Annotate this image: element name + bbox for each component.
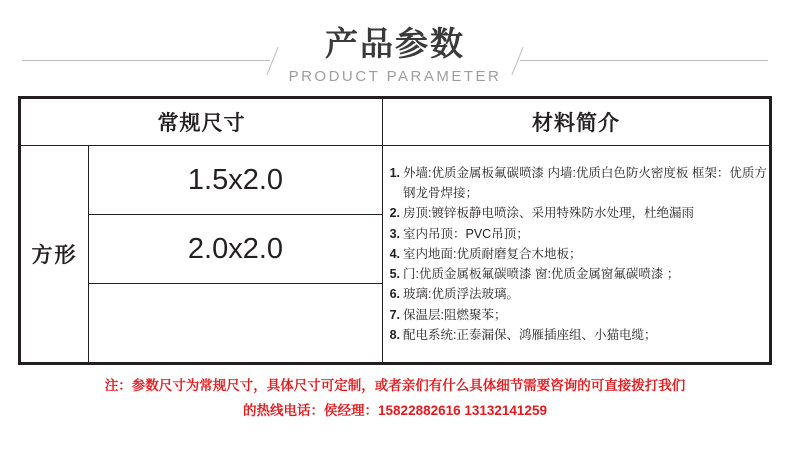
note-text <box>22 374 768 424</box>
list-item-text: 外墙:优质金属板氟碳喷漆 内墙:优质白色防火密度板 框架：优质方钢龙骨焊接； <box>403 165 767 201</box>
list-item <box>383 325 769 345</box>
shape-label: 方形 <box>21 146 89 363</box>
material-description <box>383 146 770 363</box>
note-line-2: 的热线电话：侯经理：15822882616 13132141259 <box>243 402 547 418</box>
header-slash-right-icon <box>511 47 523 75</box>
list-item <box>383 284 769 304</box>
table-header-row <box>21 99 770 146</box>
list-item-text: 门:优质金属板氟碳喷漆 窗:优质金属窗氟碳喷漆 ； <box>403 267 680 282</box>
list-item-number: 6. <box>389 287 400 302</box>
list-item-number: 2. <box>389 206 400 221</box>
list-item-text: 保温层:阻燃聚苯； <box>403 307 507 322</box>
list-item-number: 3. <box>389 226 400 241</box>
column-header-material: 材料简介 <box>383 99 770 146</box>
list-item <box>383 305 769 325</box>
size-value-2: 2.0x2.0 <box>89 215 383 284</box>
header-slash-left-icon <box>266 47 278 75</box>
size-value-1: 1.5x2.0 <box>89 146 383 215</box>
note-line-1: 注：参数尺寸为常规尺寸，具体尺寸可定制，或者亲们有什么具体细节需要咨询的可直接拨打我们 <box>104 378 686 393</box>
page-header <box>0 0 790 96</box>
list-item-number: 7. <box>389 307 400 322</box>
header-rule-left <box>22 60 270 61</box>
table-row <box>21 146 770 215</box>
list-item-number: 1. <box>389 165 400 180</box>
header-rule-right <box>520 60 768 61</box>
list-item-number: 5. <box>389 267 400 282</box>
list-item-text: 室内吊顶：PVC吊顶； <box>403 226 529 241</box>
parameter-table <box>18 96 772 365</box>
list-item-text: 室内地面:优质耐磨复合木地板； <box>403 246 582 261</box>
page-title: 产品参数 <box>325 24 465 62</box>
list-item-number: 8. <box>389 327 400 342</box>
material-list <box>383 163 769 345</box>
list-item <box>383 203 769 223</box>
list-item-text: 玻璃:优质浮法玻璃。 <box>403 287 519 302</box>
list-item-text: 配电系统:正泰漏保、鸿雁插座组、小猫电缆； <box>403 327 657 342</box>
list-item <box>383 244 769 264</box>
list-item <box>383 163 769 204</box>
list-item-text: 房顶:镀锌板静电喷涂、采用特殊防水处理，杜绝漏雨 <box>403 206 694 221</box>
list-item <box>383 224 769 244</box>
list-item-number: 4. <box>389 246 400 261</box>
size-value-3 <box>89 284 383 363</box>
column-header-size: 常规尺寸 <box>21 99 383 146</box>
page-subtitle: PRODUCT PARAMETER <box>288 67 502 85</box>
list-item <box>383 264 769 284</box>
